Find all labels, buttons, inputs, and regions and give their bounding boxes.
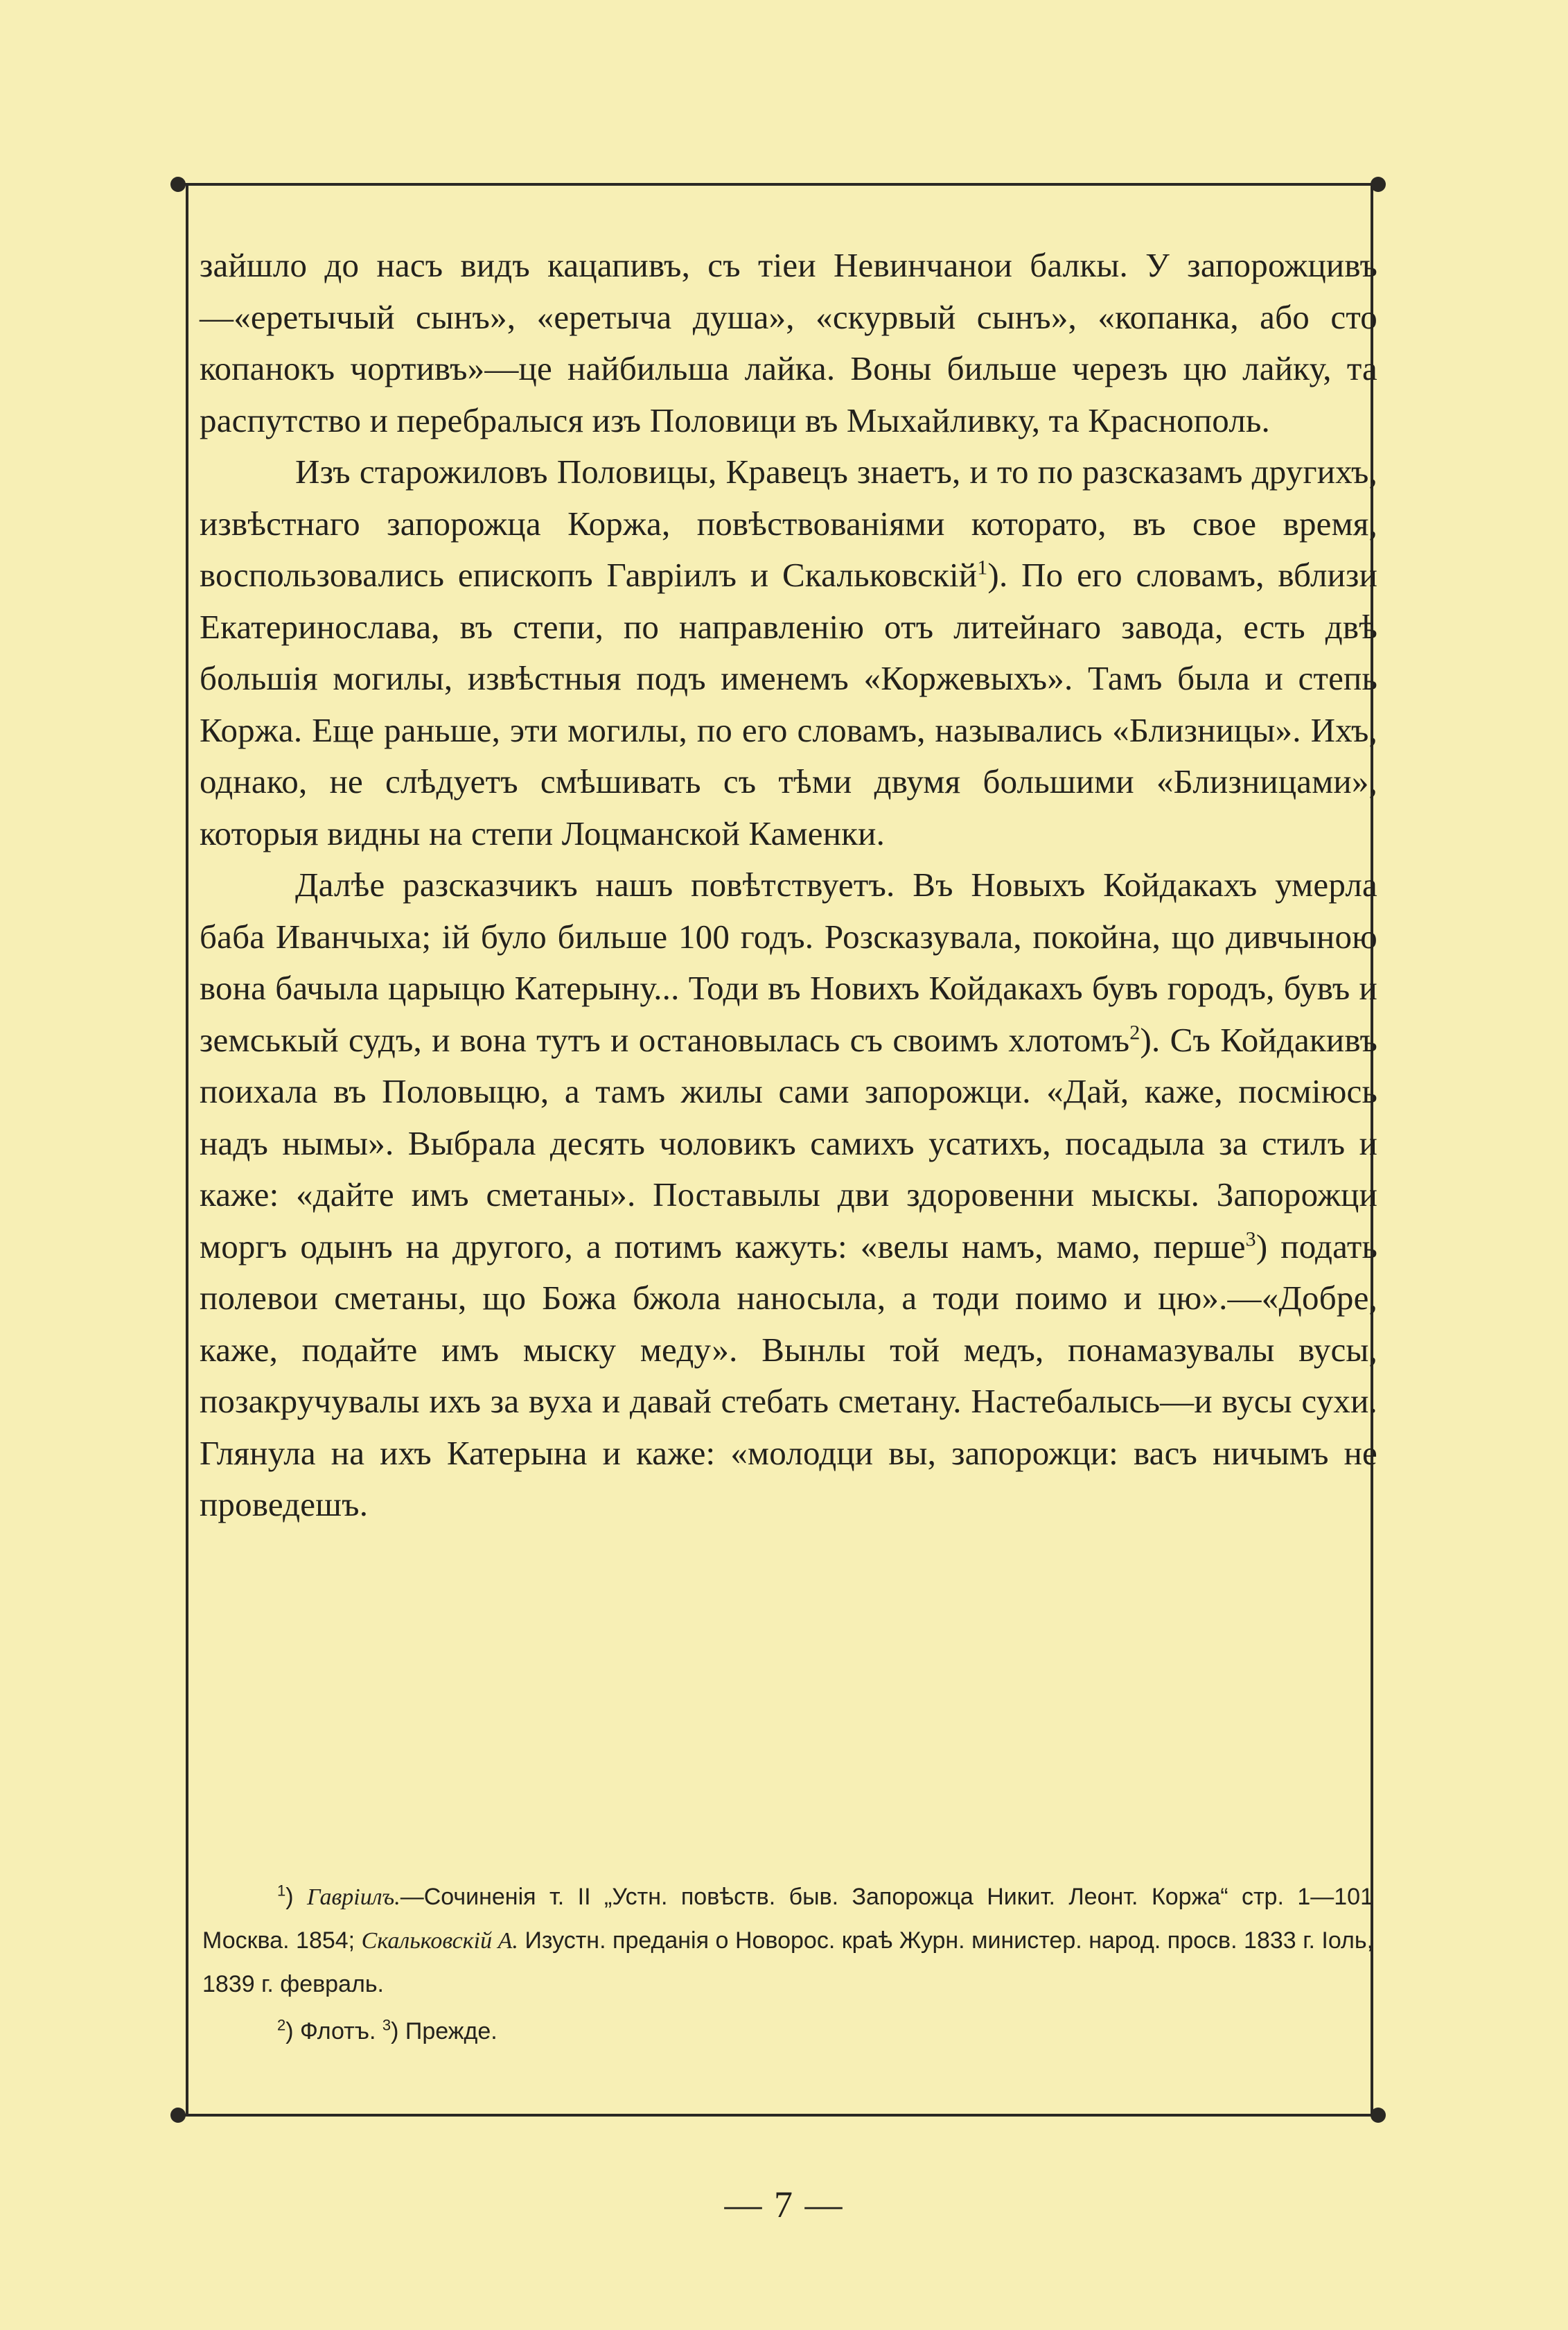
frame-ornament-dot <box>170 2108 186 2123</box>
page-number: — 7 — <box>724 2184 844 2225</box>
frame-ornament-dot <box>170 177 186 192</box>
frame-top-rule <box>179 183 1377 186</box>
main-text <box>200 240 1377 1531</box>
footnote-ref: 2 <box>1129 1021 1140 1044</box>
footnote-1: $^1$) Гавріилъ.—Сочиненія т. II „Устн. повѣств. быв. Запорожца Никит. Леонт. Коржа“ стр. 1—101 Москва. 1854; Скальковскій А. Изустн. преданія о Новорос. краѣ Журн. министер. народ. просв. 1833 г. Іоль, 1839 г. февраль. <box>202 1882 1374 1997</box>
footnotes <box>202 1875 1373 2053</box>
footnote-ref: 3 <box>1245 1227 1256 1251</box>
frame-bottom-rule <box>179 2114 1377 2117</box>
footnote-ref: 1 <box>977 556 988 579</box>
frame-left-rule <box>186 184 188 2114</box>
footnote-2-3: $^2$) Флотъ. $^3$) Прежде. <box>277 2016 497 2044</box>
paragraph: Далѣе разсказчикъ нашъ повѣтствуетъ. Въ Новыхъ Койдакахъ умерла баба Иванчыха; ій було бильше 100 годъ. Розсказувала, покойна, що дивчыною вона бачыла царыцю Катерыну... Тоди въ Новихъ Койдакахъ бувъ городъ, бувъ и земськый судъ, и вона тутъ и остановылась съ своимъ хлотомъ$^2$). Съ Койдакивъ поихала въ Половыцю, а тамъ жилы сами запорожци. «Дай, каже, посміюсь надъ нымы». Выбрала десять чоловикъ самихъ усатихъ, посадыла за стилъ и каже: «дайте имъ сметаны». Поставылы дви здоровенни мыскы. Запорожци моргъ одынъ на другого, а потимъ кажуть: «велы намъ, мамо, перше$^3$) подать полевои сметаны, що Божа бжола наносыла, а тоди поимо и цю».—«Добре, каже, подайте имъ мыску меду». Вынлы той медъ, понамазувалы вусы, позакручувалы ихъ за вуха и давай стебать сметану. Настебалысь—и вусы сухи. Глянула на ихъ Катерына и каже: «молодци вы, запорожци: васъ ничымъ не проведешъ. <box>200 866 1377 1523</box>
paragraph: зайшло до насъ видъ кацапивъ, съ тіеи Невинчанои балкы. У запорожцивъ —«еретычый сынъ», «еретыча душа», «скурвый сынъ», «копанка, або сто копанокъ чортивъ»—це найбильша лайка. Воны бильше черезъ цю лайку, та распутство и перебралыся изъ Половици въ Мыхайливку, та Краснополь. <box>200 246 1377 439</box>
frame-ornament-dot <box>1371 2108 1386 2123</box>
paragraph: Изъ старожиловъ Половицы, Кравецъ знаетъ, и то по разсказамъ другихъ, извѣстнаго запорожца Коржа, повѣствованіями которато, въ свое время, воспользовались епископъ Гавріилъ и Скальковскій$^1$). По его словамъ, вблизи Екатеринослава, въ степи, по направленію отъ литейнаго завода, есть двѣ большія могилы, извѣстныя подъ именемъ «Коржевыхъ». Тамъ была и степь Коржа. Еще раньше, эти могилы, по его словамъ, назывались «Близницы». Ихъ, однако, не слѣдуетъ смѣшивать съ тѣми двумя большими «Близницами», которыя видны на степи Лоцманской Каменки. <box>200 453 1377 852</box>
